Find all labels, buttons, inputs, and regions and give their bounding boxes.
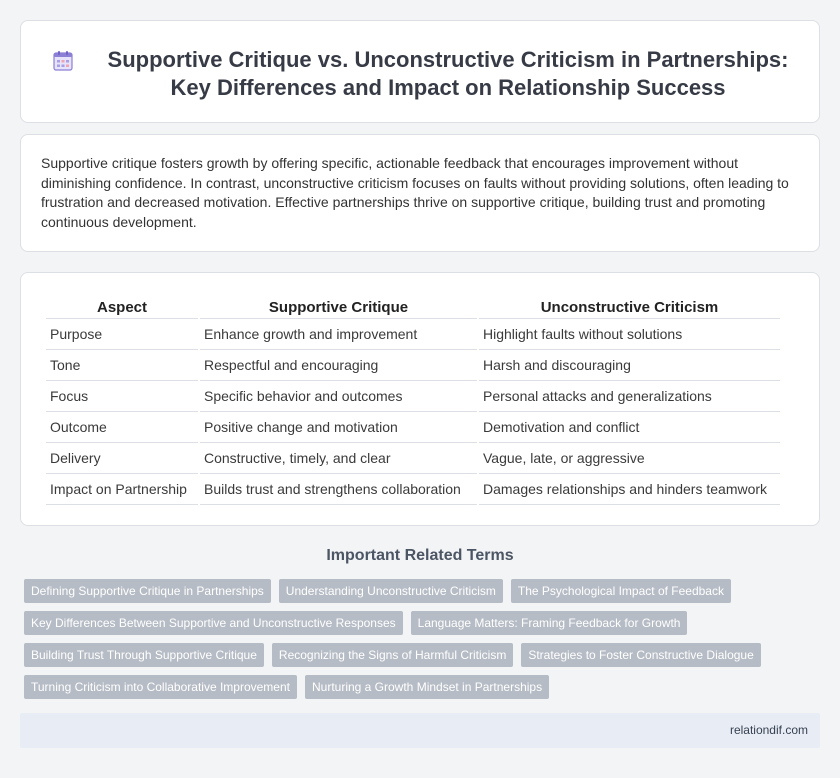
aspect-cell: Impact on Partnership <box>46 474 198 505</box>
intro-card <box>20 134 820 252</box>
related-term-tag[interactable]: Strategies to Foster Constructive Dialogue <box>521 643 760 667</box>
related-term-tag[interactable]: Key Differences Between Supportive and Unconstructive Responses <box>24 611 403 635</box>
unconstructive-cell: Vague, late, or aggressive <box>479 443 780 474</box>
supportive-cell: Positive change and motivation <box>200 412 477 443</box>
supportive-cell: Enhance growth and improvement <box>200 319 477 350</box>
header-unconstructive-criticism: Unconstructive Criticism <box>479 295 780 319</box>
table-row <box>46 474 780 505</box>
table-row <box>46 443 780 474</box>
supportive-cell: Specific behavior and outcomes <box>200 381 477 412</box>
unconstructive-cell: Damages relationships and hinders teamwork <box>479 474 780 505</box>
site-name[interactable]: relationdif.com <box>729 723 808 737</box>
related-term-tag[interactable]: The Psychological Impact of Feedback <box>511 579 731 603</box>
related-term-tag[interactable]: Language Matters: Framing Feedback for Growth <box>411 611 688 635</box>
table-row <box>46 350 780 381</box>
unconstructive-cell: Harsh and discouraging <box>479 350 780 381</box>
related-term-tag[interactable]: Turning Criticism into Collaborative Improvement <box>24 675 297 699</box>
related-term-tag[interactable]: Nurturing a Growth Mindset in Partnerships <box>305 675 549 699</box>
aspect-cell: Delivery <box>46 443 198 474</box>
footer-bar <box>20 713 820 748</box>
header-supportive-critique: Supportive Critique <box>200 295 477 319</box>
unconstructive-cell: Personal attacks and generalizations <box>479 381 780 412</box>
supportive-cell: Builds trust and strengthens collaboration <box>200 474 477 505</box>
aspect-cell: Tone <box>46 350 198 381</box>
supportive-cell: Respectful and encouraging <box>200 350 477 381</box>
table-row <box>46 319 780 350</box>
header-aspect: Aspect <box>46 295 198 319</box>
table-row <box>46 412 780 443</box>
page-title: Supportive Critique vs. Unconstructive Criticism in Partnerships: Key Differences and Impact on Relationship Success <box>107 47 789 100</box>
table-row <box>46 381 780 412</box>
aspect-cell: Focus <box>46 381 198 412</box>
related-term-tag[interactable]: Recognizing the Signs of Harmful Criticism <box>272 643 513 667</box>
related-term-tag[interactable]: Understanding Unconstructive Criticism <box>279 579 503 603</box>
aspect-cell: Outcome <box>46 412 198 443</box>
related-term-tag[interactable]: Defining Supportive Critique in Partnerships <box>24 579 271 603</box>
related-terms-heading: Important Related Terms <box>326 547 514 564</box>
unconstructive-cell: Highlight faults without solutions <box>479 319 780 350</box>
table-header-row <box>46 295 780 319</box>
unconstructive-cell: Demotivation and conflict <box>479 412 780 443</box>
comparison-table-card <box>20 272 820 526</box>
comparison-table <box>44 295 782 505</box>
related-terms-list <box>24 579 824 699</box>
aspect-cell: Purpose <box>46 319 198 350</box>
related-term-tag[interactable]: Building Trust Through Supportive Critique <box>24 643 264 667</box>
title-card <box>20 20 820 123</box>
supportive-cell: Constructive, timely, and clear <box>200 443 477 474</box>
calendar-icon <box>51 49 75 73</box>
intro-paragraph: Supportive critique fosters growth by offering specific, actionable feedback that encourages improvement without diminishing confidence. In contrast, unconstructive criticism focuses on faults without providing solutions, often leading to frustration and decreased motivation. Effective partnerships thrive on supportive critique, building trust and promoting continuous development. <box>41 155 789 230</box>
